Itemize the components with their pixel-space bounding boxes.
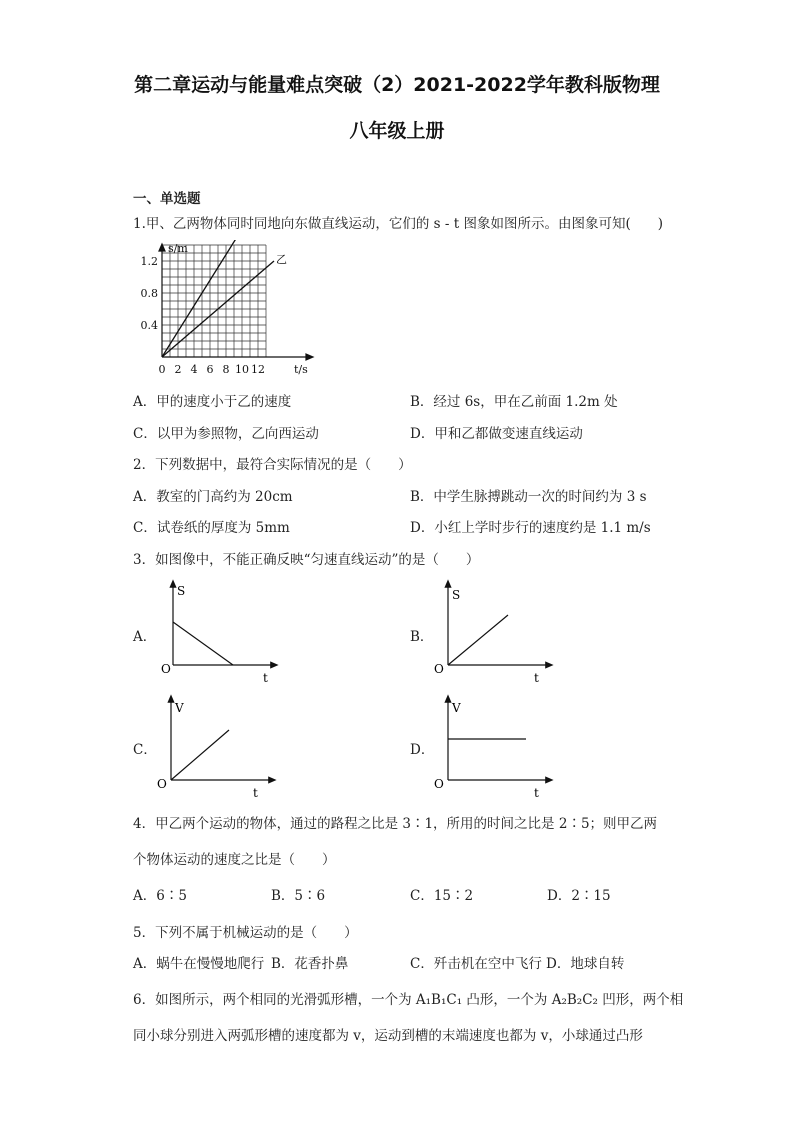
axis-label-t: t xyxy=(534,786,539,800)
q5-option-c[interactable]: C．歼击机在空中飞行 xyxy=(410,956,542,972)
y-tick-label: 1.2 xyxy=(140,255,158,268)
q4-option-d[interactable]: D．2∶15 xyxy=(547,888,611,904)
x-tick-label: 8 xyxy=(222,363,230,376)
q4-stem-line2: 个物体运动的速度之比是（ ） xyxy=(133,852,336,868)
q2-option-d[interactable]: D．小红上学时步行的速度约是 1.1 m/s xyxy=(410,520,651,536)
axis-label-s: S xyxy=(452,588,461,602)
q1-stem: 1.甲、乙两物体同时同地向东做直线运动，它们的 s - t 图象如图所示。由图象可知( ) xyxy=(133,216,663,232)
x-tick-label: 6 xyxy=(206,363,214,376)
x-tick-label: 0 xyxy=(158,363,166,376)
q3-option-d[interactable]: D． xyxy=(410,742,435,758)
y-tick-label: 0.4 xyxy=(140,319,158,332)
origin-label: O xyxy=(161,662,171,676)
x-tick-label: 4 xyxy=(190,363,198,376)
page-subtitle: 八年级上册 xyxy=(349,120,445,142)
q4-option-c[interactable]: C．15∶2 xyxy=(410,888,474,904)
q5-option-a[interactable]: A．蜗牛在慢慢地爬行 xyxy=(133,956,265,972)
series-label-yi: 乙 xyxy=(276,253,287,266)
q2-option-b[interactable]: B．中学生脉搏跳动一次的时间约为 3 s xyxy=(410,489,647,505)
q6-stem-line1: 6．如图所示，两个相同的光滑弧形槽，一个为 A₁B₁C₁ 凸形，一个为 A₂B₂C₂ 凹形，两个相 xyxy=(133,992,684,1008)
q5-option-d[interactable]: D．地球自转 xyxy=(546,956,625,972)
q4-option-b[interactable]: B．5∶6 xyxy=(271,888,326,904)
q6-stem-line2: 同小球分别进入两弧形槽的速度都为 v，运动到槽的末端速度也都为 v，小球通过凸形 xyxy=(133,1028,643,1044)
axis-label-s: s/m xyxy=(168,242,188,255)
q1-option-b[interactable]: B．经过 6s，甲在乙前面 1.2m 处 xyxy=(410,394,618,410)
q3-graph-a xyxy=(155,575,285,690)
q2-option-a[interactable]: A．教室的门高约为 20cm xyxy=(133,489,293,505)
q3-graph-c xyxy=(153,690,283,805)
q1-option-a[interactable]: A．甲的速度小于乙的速度 xyxy=(133,394,292,410)
q2-stem: 2．下列数据中，最符合实际情况的是（ ） xyxy=(133,457,412,473)
q1-option-c[interactable]: C．以甲为参照物，乙向西运动 xyxy=(133,426,319,442)
q3-option-a[interactable]: A． xyxy=(133,629,157,645)
page-title: 第二章运动与能量难点突破（2）2021-2022学年教科版物理 xyxy=(134,74,660,96)
x-tick-label: 12 xyxy=(251,363,265,376)
origin-label: O xyxy=(157,777,167,791)
q3-graph-b xyxy=(430,575,560,690)
y-tick-label: 0.8 xyxy=(140,287,158,300)
x-axis-arrow xyxy=(306,354,313,360)
x-tick-label: 10 xyxy=(235,363,249,376)
axis-label-t: t xyxy=(253,786,258,800)
q3-graph-d xyxy=(430,690,560,805)
q4-option-a[interactable]: A．6∶5 xyxy=(133,888,187,904)
q3-option-b[interactable]: B． xyxy=(410,629,434,645)
axis-label-s: S xyxy=(177,584,186,598)
graph-line xyxy=(173,622,233,665)
origin-label: O xyxy=(434,777,444,791)
x-tick-label: 2 xyxy=(174,363,182,376)
q5-option-b[interactable]: B．花香扑鼻 xyxy=(271,956,349,972)
q2-option-c[interactable]: C．试卷纸的厚度为 5mm xyxy=(133,520,290,536)
axis-label-v: V xyxy=(175,701,184,715)
axis-label-v: V xyxy=(452,701,461,715)
axis-label-t: t xyxy=(534,671,539,685)
axis-label-t: t/s xyxy=(294,363,308,376)
q3-option-c[interactable]: C． xyxy=(133,742,157,758)
axis-label-t: t xyxy=(263,671,268,685)
graph-line xyxy=(448,615,508,665)
q3-stem: 3．如图像中，不能正确反映“匀速直线运动”的是（ ） xyxy=(133,552,480,568)
q4-stem-line1: 4．甲乙两个运动的物体，通过的路程之比是 3∶1，所用的时间之比是 2∶5；则甲乙两 xyxy=(133,816,658,832)
q1-grid xyxy=(162,245,266,357)
section-heading: 一、单选题 xyxy=(133,191,201,207)
origin-label: O xyxy=(434,662,444,676)
q1-graph xyxy=(130,240,320,380)
q5-stem: 5．下列不属于机械运动的是（ ） xyxy=(133,925,358,941)
q1-axes xyxy=(159,244,313,360)
q1-option-d[interactable]: D．甲和乙都做变速直线运动 xyxy=(410,426,583,442)
graph-line xyxy=(171,730,229,780)
